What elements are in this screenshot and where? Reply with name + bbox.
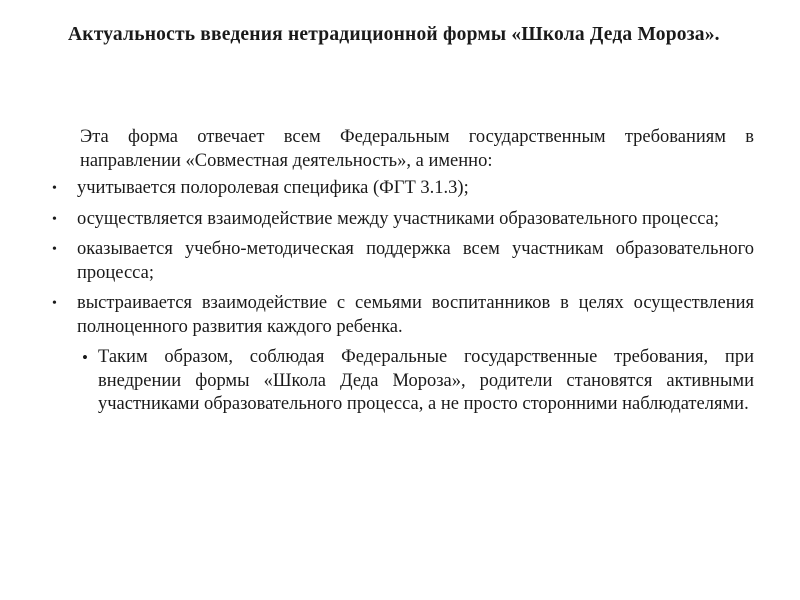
- bullet-icon: •: [82, 348, 88, 367]
- intro-paragraph: Эта форма отвечает всем Федеральным государственным требованиям в направлении «Совместная деятельность», а именно:: [80, 127, 754, 171]
- bullet-icon: •: [52, 296, 57, 311]
- conclusion-paragraph: [48, 346, 754, 417]
- list-item-text: оказывается учебно-методическая поддержка всем участникам образовательного процесса;: [77, 239, 754, 283]
- list-item: [48, 208, 754, 232]
- slide-title: Актуальность введения нетрадиционной формы «Школа Деда Мороза».: [68, 24, 720, 45]
- list-item: [48, 292, 754, 339]
- list-item-text: учитывается полоролевая специфика (ФГТ 3.1.3);: [77, 178, 469, 198]
- list-item-text: осуществляется взаимодействие между участниками образовательного процесса;: [77, 208, 719, 229]
- bullet-icon: •: [52, 211, 57, 227]
- bullet-icon: •: [52, 242, 57, 257]
- list-item-text: выстраивается взаимодействие с семьями воспитанников в целях осуществления полноценного развития каждого ребенка.: [77, 293, 754, 337]
- slide-content: [48, 126, 754, 417]
- conclusion-text: Таким образом, соблюдая Федеральные государственные требования, при внедрении формы «Школа Деда Мороза», родители становятся активными участниками образовательного процесса, а не просто сторонними наблюдателями.: [98, 347, 754, 414]
- list-item: [48, 177, 754, 201]
- bullet-icon: •: [52, 181, 57, 196]
- bullet-list: [48, 177, 754, 339]
- list-item: [48, 238, 754, 285]
